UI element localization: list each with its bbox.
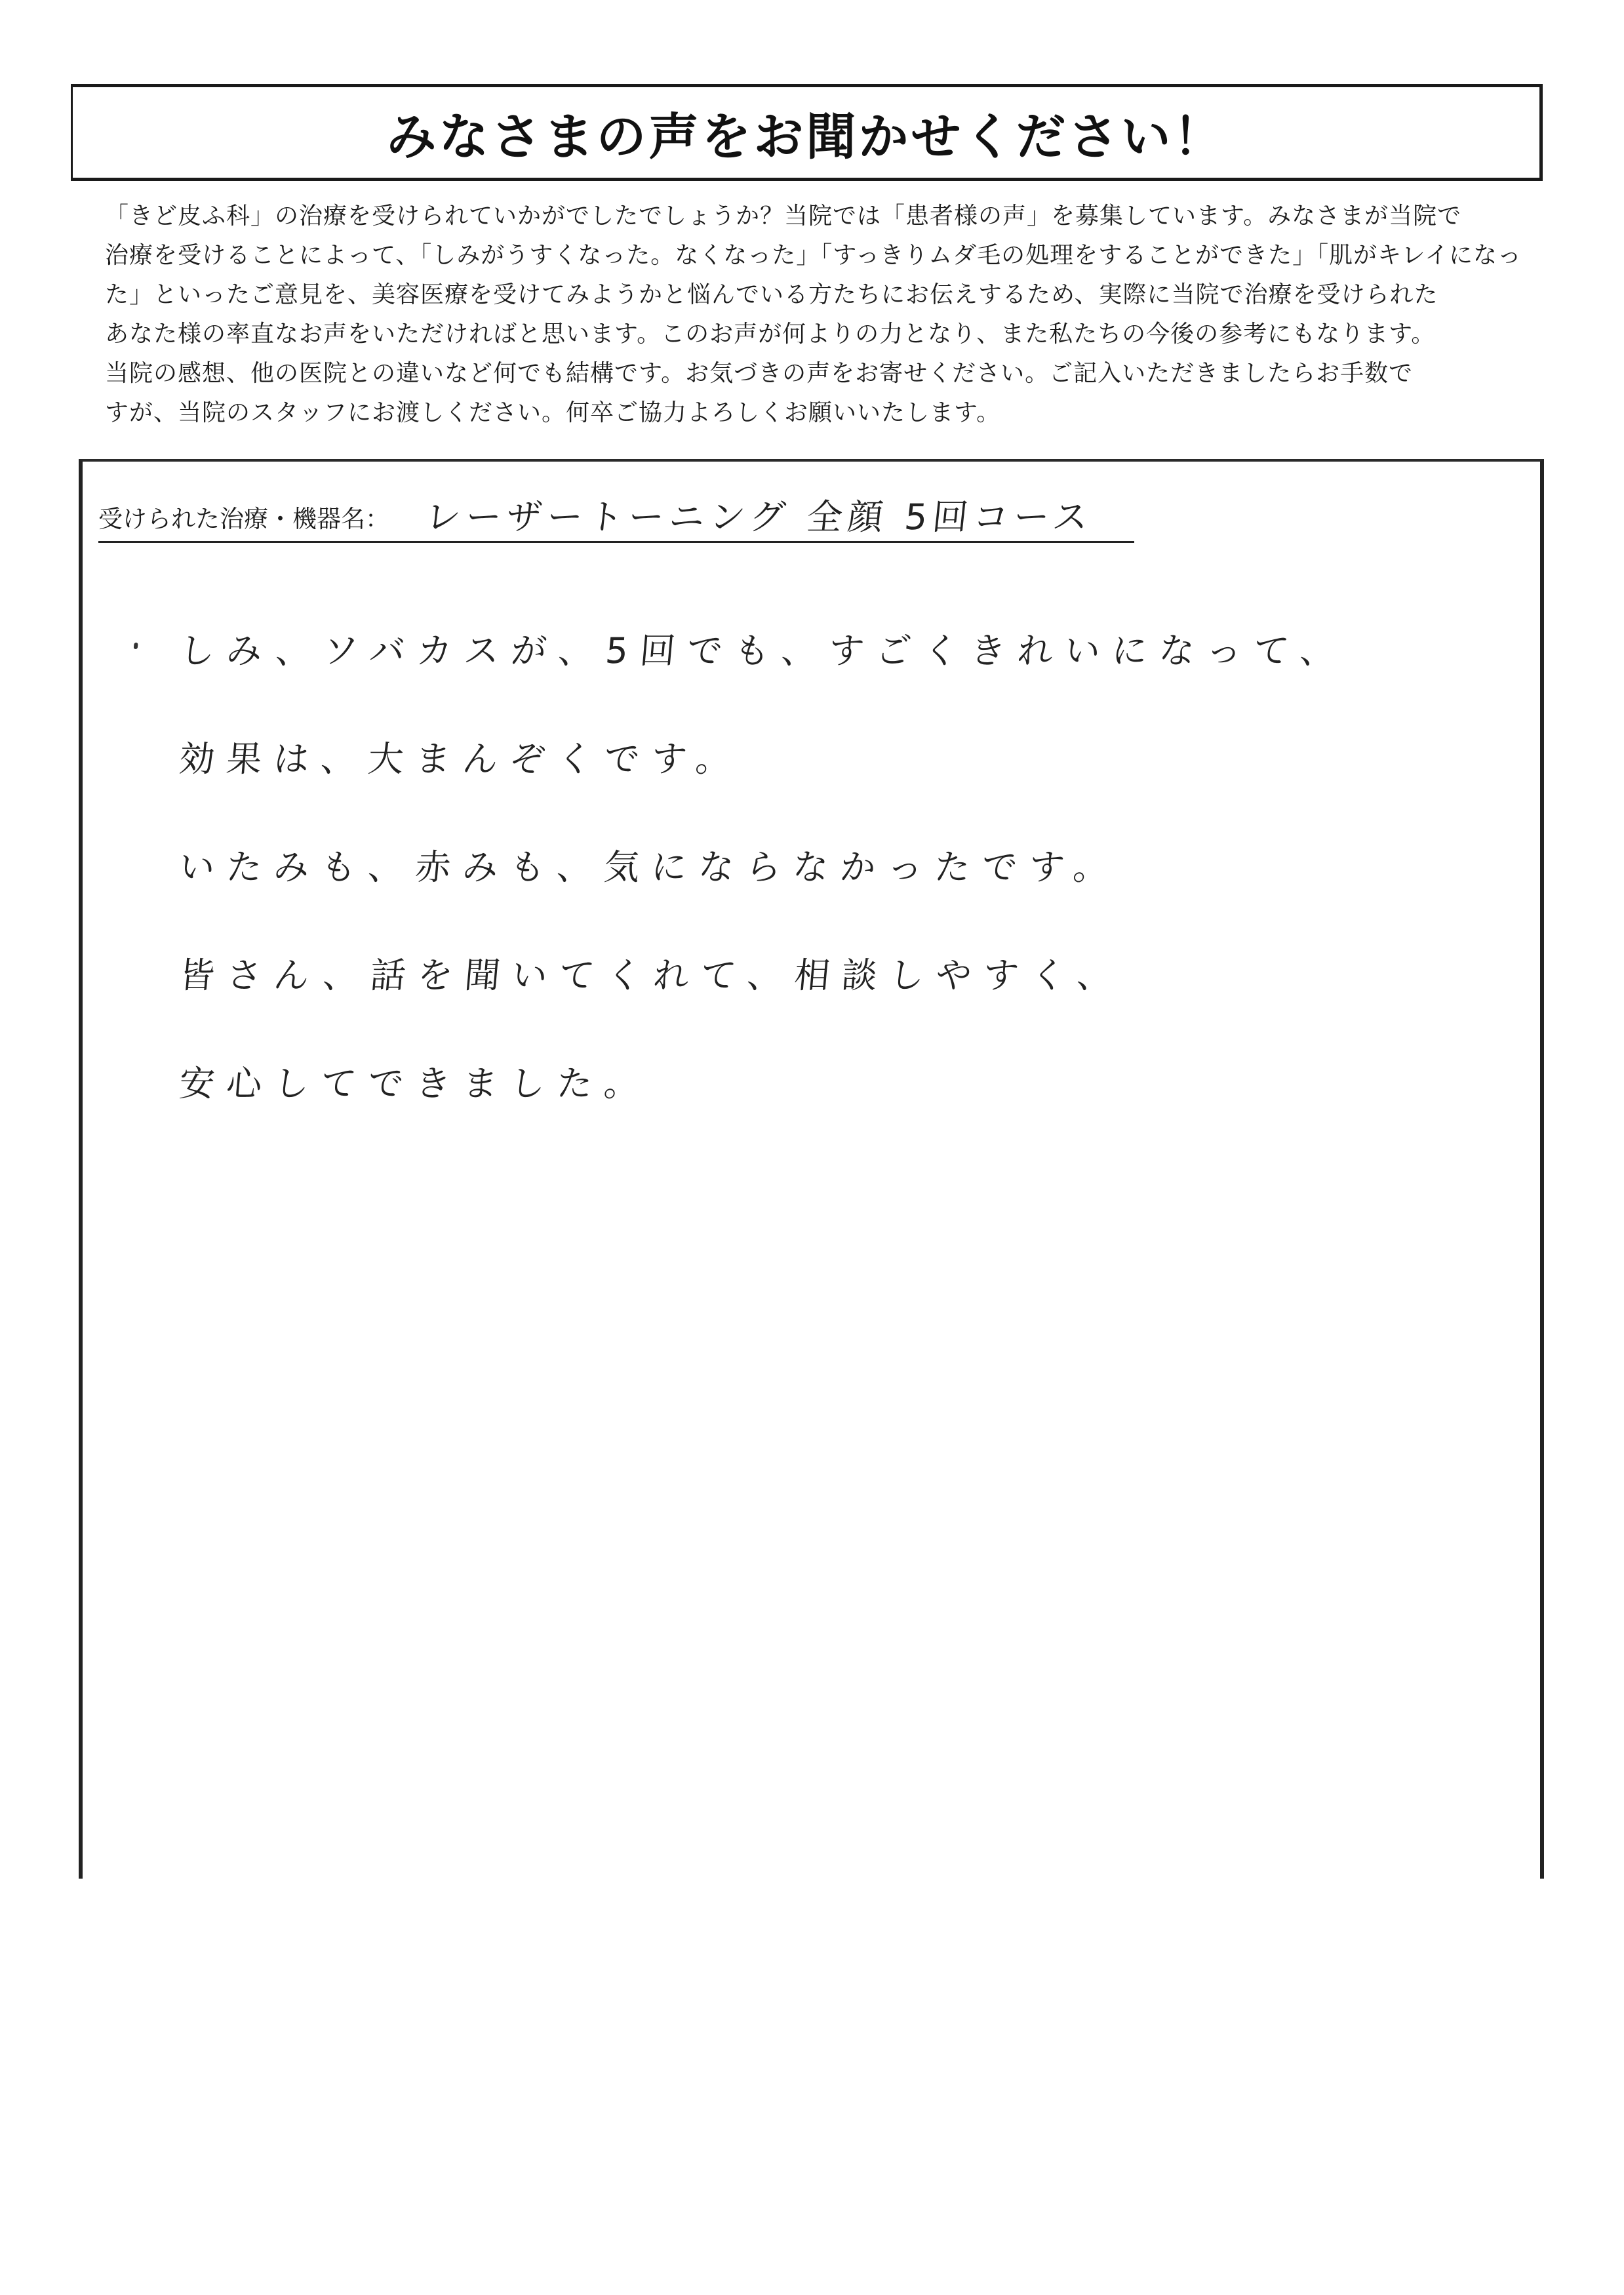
intro-line: た」といったご意見を、美容医療を受けてみようかと悩んでいる方たちにお伝えするため、実際に当院で治療を受けられた [105,281,1438,308]
treatment-field [98,489,1134,543]
intro-line: 「きど皮ふ科」の治療を受けられていかがでしたでしょうか？当院では「患者様の声」を募集しています。みなさまが当院で [105,203,1462,230]
comment-line: 皆さん、話を聞いてくれて、相談しやすく、 [177,955,1126,996]
intro-paragraph [105,197,1522,433]
treatment-value: レーザートーニング 全顔 5回コース [423,496,1096,538]
intro-line: すが、当院のスタッフにお渡しください。何卒ご協力よろしくお願いいたします。 [105,399,1001,426]
title-box [71,84,1543,181]
intro-line: 当院の感想、他の医院との違いなど何でも結構です。お気づきの声をお寄せください。ご記入いただきましたらお手数で [105,360,1414,387]
comment-area [131,623,1475,1164]
comment-line: 効果は、大まんぞくです。 [177,738,745,780]
page-title: みなさまの声をお聞かせください！ [386,107,1226,166]
comment-line [127,623,1480,731]
intro-line: あなた様の率直なお声をいただければと思います。このお声が何よりの力となり、また私たちの今後の参考にもなります。 [105,321,1436,348]
bullet-mark [134,643,138,649]
comment-line: 安心してできました。 [177,1063,654,1104]
treatment-label: 受けられた治療・機器名： [98,505,389,533]
comment-text: しみ、ソバカスが、5回でも、すごくきれいになって、 [177,630,1349,671]
intro-line: 治療を受けることによって、「しみがうすくなった。なくなった」「すっきりムダ毛の処理をすることができた」「肌がキレイになっ [105,242,1522,269]
comment-line: いたみも、赤みも、気にならなかったです。 [177,847,1122,888]
